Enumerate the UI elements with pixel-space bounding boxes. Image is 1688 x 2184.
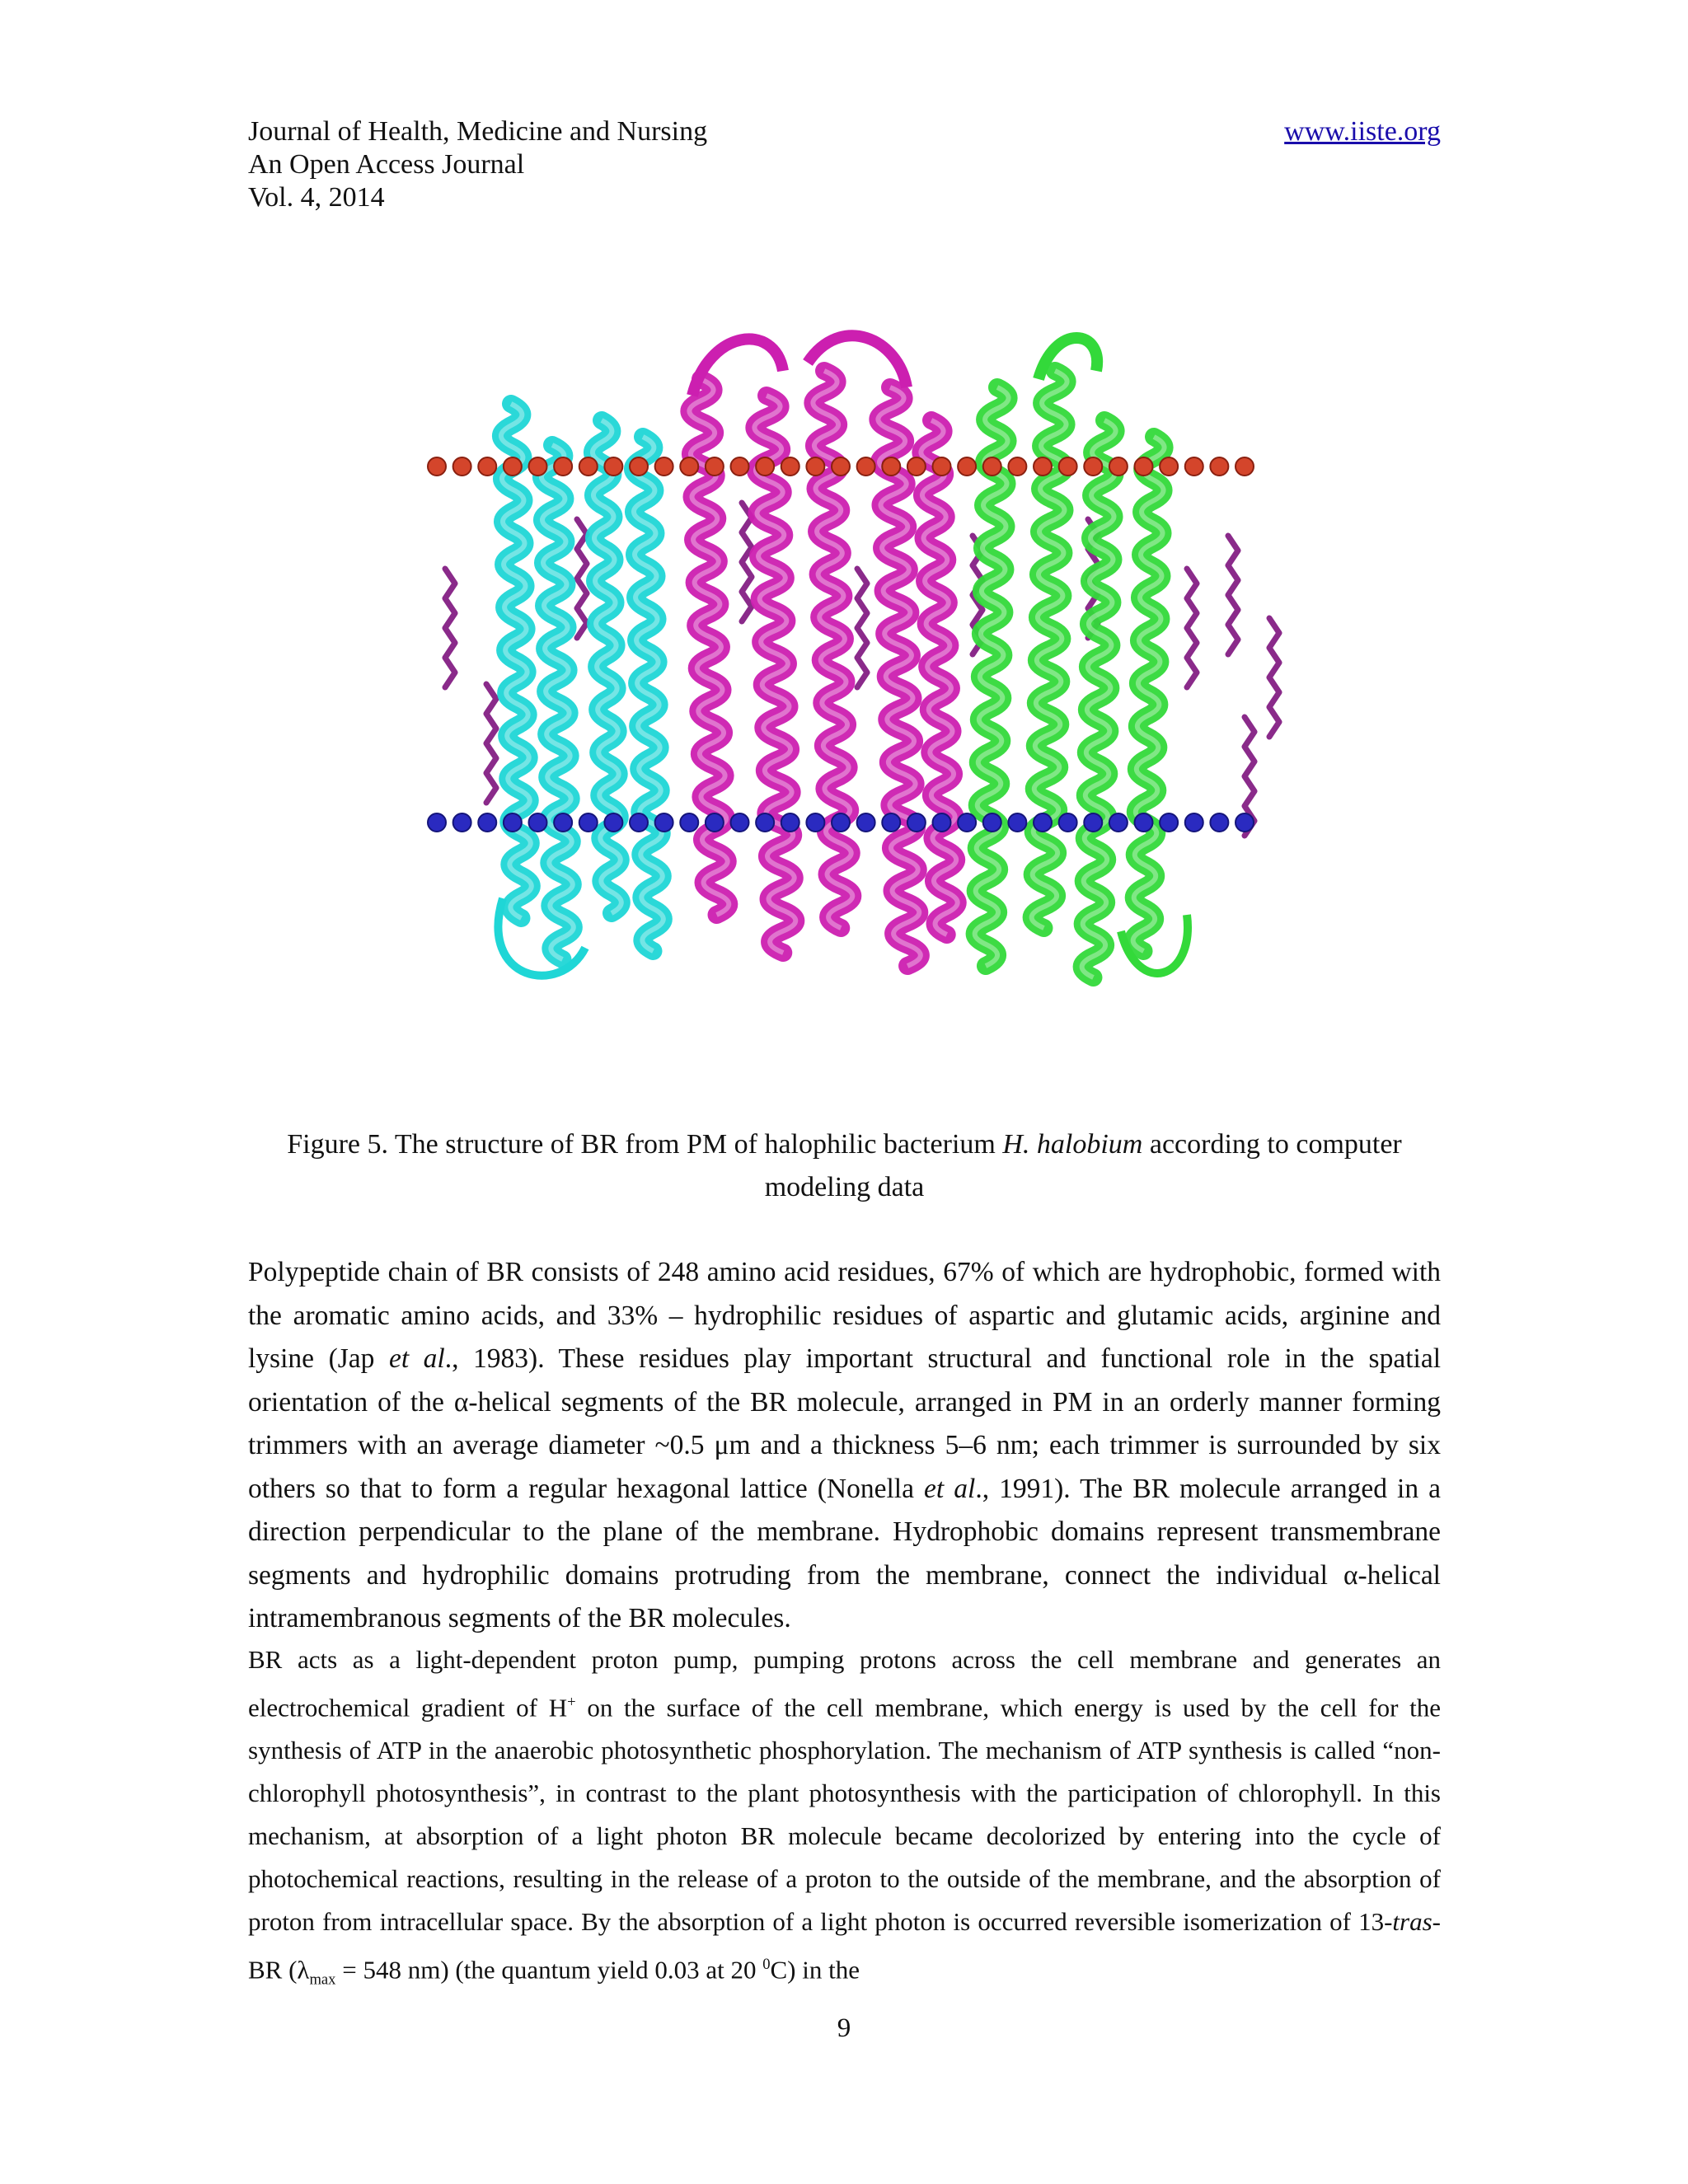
membrane-bead-bottom	[933, 813, 951, 832]
species-name: H. halobium	[1002, 1129, 1143, 1160]
page-header	[248, 115, 1441, 214]
membrane-bead-top	[983, 457, 1001, 476]
membrane-bead-top	[554, 457, 572, 476]
membrane-bead-top	[857, 457, 875, 476]
membrane-bead-bottom	[857, 813, 875, 832]
membrane-bead-bottom	[478, 813, 496, 832]
membrane-bead-bottom	[554, 813, 572, 832]
membrane-bead-top	[1084, 457, 1102, 476]
membrane-bead-top	[731, 457, 749, 476]
lipid-chain	[445, 569, 455, 687]
membrane-bead-bottom	[983, 813, 1001, 832]
membrane-bead-bottom	[579, 813, 598, 832]
membrane-bead-bottom	[1084, 813, 1102, 832]
journal-access: An Open Access Journal	[248, 149, 525, 180]
membrane-bead-top	[1059, 457, 1077, 476]
membrane-bead-top	[1034, 457, 1052, 476]
membrane-bead-bottom	[756, 813, 774, 832]
membrane-bead-top	[604, 457, 622, 476]
membrane-bead-bottom	[706, 813, 724, 832]
membrane-bead-bottom	[1109, 813, 1128, 832]
membrane-bead-bottom	[882, 813, 900, 832]
paragraph-1: Polypeptide chain of BR consists of 248 amino acid residues, 67% of which are hydrophobic, formed with the aromatic amino acids, and 33% – hydrophilic residues of aspartic and glutamic acids, arginine and lysine (Jap et al., 1983). These residues play important structural and functional role in the spatial orientation of the α-helical segments of the BR molecule, arranged in PM in an orderly manner forming trimmers with an average diameter ~0.5 μm and a thickness 5–6 nm; each trimmer is surrounded by six others so that to form a regular hexagonal lattice (Nonella et al., 1991). The BR molecule arranged in a direction perpendicular to the plane of the membrane. Hydrophobic domains represent transmembrane segments and hydrophilic domains protruding from the membrane, connect the individual α-helical intramembranous segments of the BR molecules.	[248, 1257, 1441, 1633]
membrane-bead-bottom	[1236, 813, 1254, 832]
membrane-bead-top	[933, 457, 951, 476]
membrane-bead-top	[958, 457, 976, 476]
membrane-bead-bottom	[832, 813, 850, 832]
membrane-bead-top	[428, 457, 446, 476]
membrane-bead-top	[882, 457, 900, 476]
lipid-chain	[857, 569, 867, 687]
journal-title: Journal of Health, Medicine and Nursing	[248, 116, 708, 147]
membrane-bead-top	[478, 457, 496, 476]
membrane-bead-bottom	[1034, 813, 1052, 832]
membrane-bead-top	[1008, 457, 1026, 476]
membrane-bead-bottom	[529, 813, 547, 832]
membrane-bead-top	[630, 457, 648, 476]
protein-structure-illustration	[396, 321, 1302, 1030]
paragraph-2: BR acts as a light-dependent proton pump, pumping protons across the cell membrane and generates an electrochemical gradient of H+ on the surface of the cell membrane, which energy is used by the cell for the synthesis of ATP in the anaerobic photosynthetic phosphorylation. The mechanism of ATP synthesis is called “non-chlorophyll photosynthesis”, in contrast to the plant photosynthesis with the participation of chlorophyll. In this mechanism, at absorption of a light photon BR molecule became decolorized by entering into the cycle of photochemical reactions, resulting in the release of a proton to the outside of the membrane, and the absorption of proton from intracellular space. By the absorption of a light photon is occurred reversible isomerization of 13-tras-BR ($\lambda_{max} = 548$ nm) (the quantum yield 0.03 at 20 $^0$C) in the	[248, 1645, 1441, 1989]
membrane-bead-bottom	[630, 813, 648, 832]
br-structure-figure	[396, 321, 1302, 1030]
membrane-bead-bottom	[806, 813, 824, 832]
membrane-bead-bottom	[680, 813, 698, 832]
membrane-bead-top	[756, 457, 774, 476]
membrane-bead-bottom	[731, 813, 749, 832]
membrane-bead-bottom	[1008, 813, 1026, 832]
membrane-bead-bottom	[1185, 813, 1203, 832]
membrane-bead-top	[1160, 457, 1178, 476]
membrane-bead-top	[680, 457, 698, 476]
page-number: 9	[837, 2013, 851, 2043]
membrane-bead-bottom	[1135, 813, 1153, 832]
membrane-bead-top	[781, 457, 799, 476]
membrane-bead-bottom	[907, 813, 926, 832]
membrane-bead-bottom	[428, 813, 446, 832]
membrane-bead-bottom	[781, 813, 799, 832]
journal-volume: Vol. 4, 2014	[248, 182, 385, 213]
membrane-bead-top	[504, 457, 522, 476]
website-link[interactable]: www.iiste.org	[1284, 116, 1441, 147]
membrane-bead-top	[529, 457, 547, 476]
membrane-bead-top	[1135, 457, 1153, 476]
lipid-chain	[1187, 569, 1197, 687]
membrane-bead-bottom	[1059, 813, 1077, 832]
membrane-bead-top	[1236, 457, 1254, 476]
membrane-bead-top	[579, 457, 598, 476]
membrane-bead-top	[1210, 457, 1228, 476]
membrane-bead-bottom	[504, 813, 522, 832]
membrane-bead-bottom	[1210, 813, 1228, 832]
membrane-bead-bottom	[655, 813, 673, 832]
membrane-bead-top	[1185, 457, 1203, 476]
membrane-bead-top	[806, 457, 824, 476]
lipid-chain	[1228, 536, 1238, 654]
lipid-chain	[1269, 618, 1279, 737]
membrane-bead-top	[907, 457, 926, 476]
figure-caption: Figure 5. The structure of BR from PM of halophilic bacterium H. halobium according to computer modeling data	[287, 1129, 1402, 1202]
membrane-bead-bottom	[453, 813, 471, 832]
membrane-bead-bottom	[958, 813, 976, 832]
membrane-bead-top	[1109, 457, 1128, 476]
membrane-bead-top	[453, 457, 471, 476]
membrane-bead-bottom	[1160, 813, 1178, 832]
membrane-bead-top	[706, 457, 724, 476]
membrane-bead-top	[832, 457, 850, 476]
membrane-bead-top	[655, 457, 673, 476]
lipid-chain	[486, 684, 496, 803]
membrane-bead-bottom	[604, 813, 622, 832]
